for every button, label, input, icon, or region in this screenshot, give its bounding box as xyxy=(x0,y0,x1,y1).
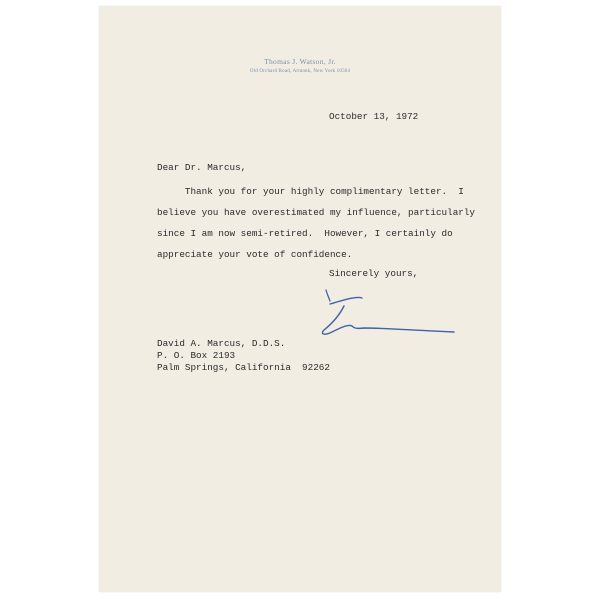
letter-page xyxy=(99,6,501,592)
body-line: since I am now semi-retired. However, I certainly do xyxy=(157,228,453,239)
recipient-line: P. O. Box 2193 xyxy=(157,350,236,361)
recipient-line: Palm Springs, California 92262 xyxy=(157,362,330,373)
closing: Sincerely yours, xyxy=(329,268,419,279)
body-line: appreciate your vote of confidence. xyxy=(157,249,353,260)
body-line: believe you have overestimated my influence, particularly xyxy=(157,207,476,218)
body-line: Thank you for your highly complimentary letter. I xyxy=(157,186,464,197)
signature-mark xyxy=(314,286,459,341)
letterhead-address: Old Orchard Road, Armonk, New York 10504 xyxy=(249,69,351,74)
letterhead-name: Thomas J. Watson, Jr. xyxy=(264,57,336,66)
recipient-line: David A. Marcus, D.D.S. xyxy=(157,338,286,349)
salutation: Dear Dr. Marcus, xyxy=(157,162,247,173)
letter-date: October 13, 1972 xyxy=(329,111,419,122)
